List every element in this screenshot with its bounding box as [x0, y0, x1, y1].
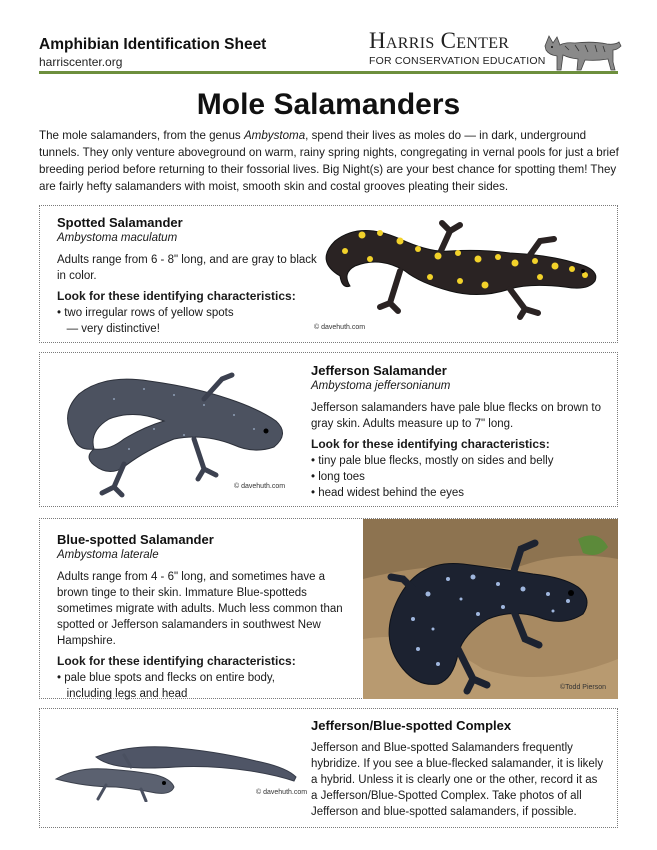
- page-header: [0, 0, 657, 76]
- card-blue-spotted-salamander: [39, 518, 618, 699]
- bullet: • head widest behind the eyes: [311, 487, 464, 499]
- blue-spotted-salamander-photo: [363, 519, 618, 699]
- species-name: Blue-spotted Salamander: [57, 532, 214, 547]
- scientific-name: Ambystoma laterale: [57, 549, 159, 561]
- species-description: Jefferson salamanders have pale blue flecks on brown to gray skin. Adults measure up to 7" long.: [311, 402, 602, 430]
- species-description: Adults range from 4 - 6" long, and sometimes have a brown tinge to their skin. Immature Blue-spotteds sometimes migrate with adults. Much less common than spotted or Jefferson salamanders in southwest New Hampshire.: [57, 571, 343, 647]
- species-description: Adults range from 6 - 8" long, and are gray to black in color.: [57, 254, 317, 282]
- bullet: • pale blue spots and flecks on entire body,: [57, 672, 275, 684]
- bullet: — very distinctive!: [57, 323, 160, 335]
- site-url[interactable]: harriscenter.org: [39, 55, 123, 69]
- complex-name: Jefferson/Blue-spotted Complex: [311, 718, 512, 733]
- org-name: Harris Center: [369, 28, 510, 53]
- look-label: Look for these identifying characteristics:: [57, 654, 296, 668]
- bobcat-logo-icon: [535, 28, 625, 72]
- complex-description: Jefferson and Blue-spotted Salamanders frequently hybridize. If you see a blue-flecked salamander, it is likely a hybrid. Unless it is clearly one or the other, record it as a Jefferson/Blue-Spotted Complex. Take photos of all Jefferson and blue-spotted salamanders, if possible.: [311, 742, 604, 818]
- scientific-name: Ambystoma maculatum: [57, 232, 178, 244]
- jefferson-salamander-photo: [54, 359, 294, 499]
- bullet: • tiny pale blue flecks, mostly on sides and belly: [311, 455, 554, 467]
- header-rule: [39, 71, 618, 74]
- sheet-title: Amphibian Identification Sheet: [39, 36, 267, 53]
- bullet: • two irregular rows of yellow spots: [57, 307, 234, 319]
- photo-credit: ©Todd Pierson: [560, 684, 607, 691]
- page-title: Mole Salamanders: [196, 88, 461, 121]
- card-spotted-salamander: [39, 205, 618, 343]
- intro-paragraph: The mole salamanders, from the genus Ambystoma, spend their lives as moles do — in dark, underground tunnels. They only venture aboveground on warm, rainy spring nights, congregating in vernal pools for just a brief breeding period before returning to their fossorial lives. Big Night(s) are your best chance for spotting them! They are fairly hefty salamanders with moist, smooth skin and costal grooves pleating their sides.: [39, 129, 619, 193]
- species-name: Spotted Salamander: [57, 215, 183, 230]
- scientific-name: Ambystoma jeffersonianum: [311, 380, 451, 392]
- photo-credit: © davehuth.com: [234, 483, 286, 490]
- photo-credit: © davehuth.com: [256, 789, 308, 796]
- card-jefferson-salamander: [39, 352, 618, 507]
- bullet: including legs and head: [57, 688, 188, 700]
- look-label: Look for these identifying characteristics:: [57, 289, 296, 303]
- spotted-salamander-photo: [310, 211, 610, 321]
- org-subtitle: FOR CONSERVATION EDUCATION: [369, 55, 546, 67]
- bullet: • long toes: [311, 471, 365, 483]
- card-jefferson-blue-spotted-complex: [39, 708, 618, 828]
- look-label: Look for these identifying characteristics:: [311, 437, 550, 451]
- photo-credit: © davehuth.com: [314, 324, 366, 331]
- species-name: Jefferson Salamander: [311, 363, 447, 378]
